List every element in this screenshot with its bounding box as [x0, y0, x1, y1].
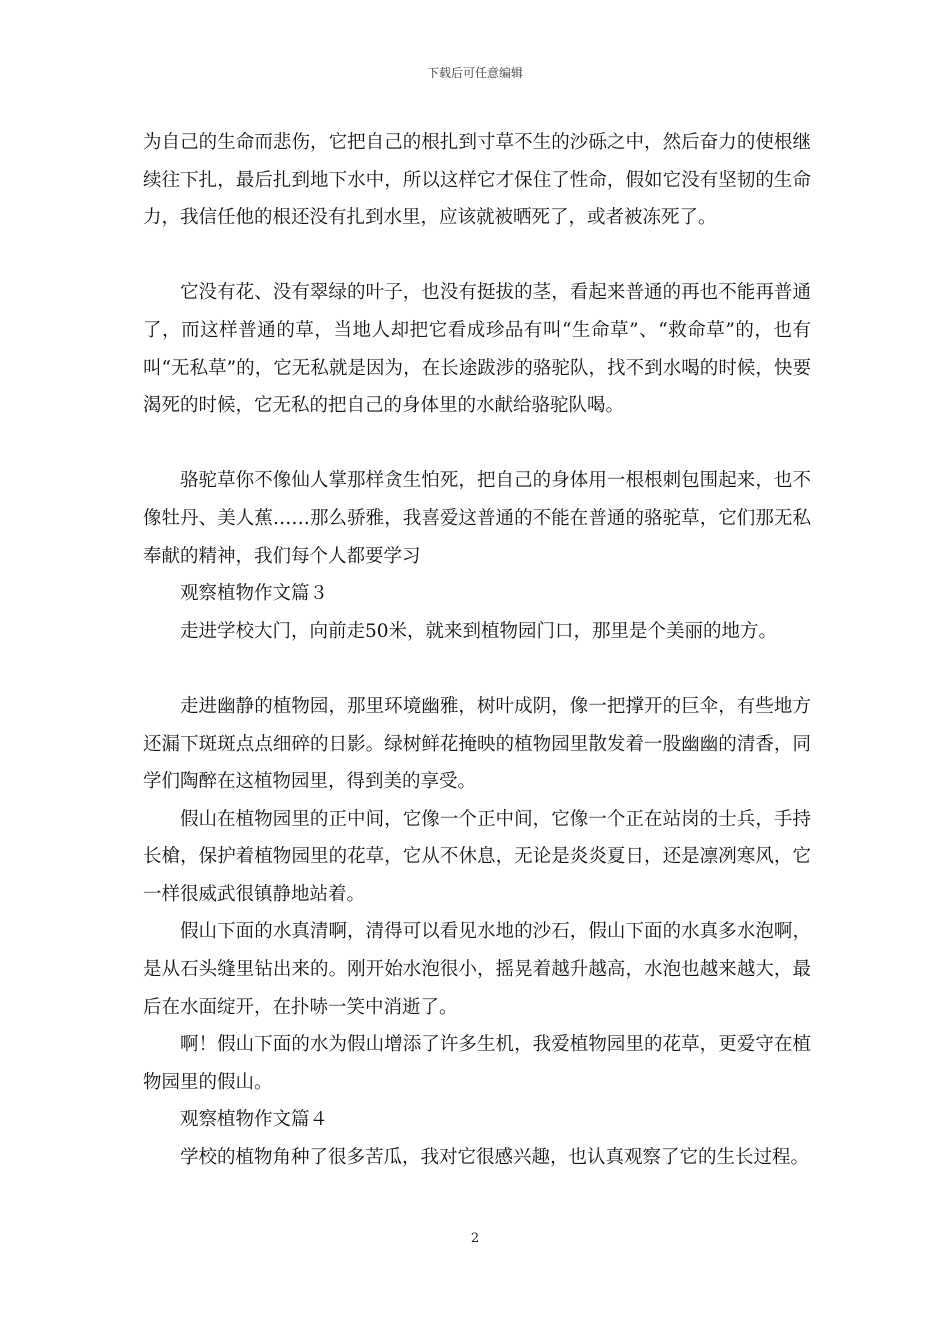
paragraph: 走进学校大门，向前走50米，就来到植物园门口，那里是个美丽的地方。 [180, 620, 778, 642]
paragraph-continued: 为自己的生命而悲伤，它把自己的根扎到寸草不生的沙砾之中，然后奋力的使根继续往下扎，最后扎到地下水中，所以这样它才保住了性命，假如它没有坚韧的生命力，我信任他的根还没有扎到水里，应该就被晒死了，或者被冻死了。 [143, 132, 811, 229]
paragraph: 假山在植物园里的正中间，它像一个正中间，它像一个正在站岗的士兵，手持长槍，保护着植物园里的花草，它从不休息，无论是炎炎夏日，还是凛冽寒风，它一样很威武很镇静地站着。 [143, 808, 811, 905]
paragraph: 学校的植物角种了很多苦瓜，我对它很感兴趣，也认真观察了它的生长过程。 [180, 1147, 810, 1169]
paragraph: 走进幽静的植物园，那里环境幽雅，树叶成阴，像一把撑开的巨伞，有些地方还漏下斑斑点点细碎的日影。绿树鲜花掩映的植物园里散发着一股幽幽的清香，同学们陶醉在这植物园里，得到美的享受。 [143, 695, 811, 793]
page-header: 下载后可任意编辑 [426, 66, 523, 80]
page-number: 2 [470, 1231, 480, 1246]
paragraph: 骆驼草你不像仙人掌那样贪生怕死，把自己的身体用一根根刺包围起来，也不像牡丹、美人蕉……那么骄雅，我喜爱这普通的不能在普通的骆驼草，它们那无私奉献的精神，我们每个人都要学习 [143, 470, 811, 567]
section-heading: 观察植物作文篇３ [180, 583, 329, 605]
document-body [143, 124, 811, 1177]
section-heading: 观察植物作文篇４ [180, 1109, 329, 1131]
paragraph: 假山下面的水真清啊，清得可以看见水地的沙石，假山下面的水真多水泡啊，是从石头缝里钻出来的。刚开始水泡很小，摇晃着越升越高，水泡也越来越大，最后在水面绽开，在扑哧一笑中消逝了。 [143, 921, 811, 1018]
paragraph: 啊！假山下面的水为假山增添了许多生机，我爱植物园里的花草，更爱守在植物园里的假山。 [143, 1034, 811, 1093]
paragraph: 它没有花、没有翠绿的叶子，也没有挺拔的茎，看起来普通的再也不能再普通了，而这样普通的草，当地人却把它看成珍品有叫“生命草”、“救命草”的，也有叫“无私草”的，它无私就是因为，在长途跋涉的骆驼队，找不到水喝的时候，快要渴死的时候，它无私的把自己的身体里的水献给骆驼队喝。 [143, 282, 811, 417]
